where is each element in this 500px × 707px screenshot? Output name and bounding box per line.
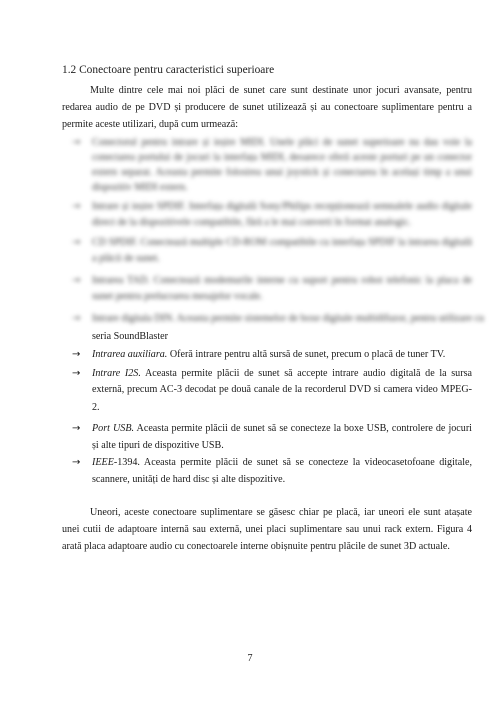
list-item-line: externă, precum AC-3 decodat pe două canale de la recorderul DVD si camera video MPEG-	[92, 384, 472, 395]
list-item-line: scannere, unități de hard disc și alte dispozitive.	[92, 474, 286, 485]
list-item-term: Port USB.	[92, 423, 135, 434]
list-item-line: Oferă intrare pentru altă sursă de sunet, precum o placă de tuner TV.	[169, 349, 446, 360]
list-item-i2s-input	[72, 367, 472, 412]
blurred-list-item	[72, 200, 472, 230]
list-item-aux-input	[72, 348, 472, 362]
list-item-line: Intrare și ieșire SPDIF. Interfața digitală Sony/Philips recepționează semnalele audio digitale	[92, 201, 472, 212]
list-item-term: IEEE	[92, 457, 114, 468]
list-item-line: Aceasta permite plăcii de sunet să se conecteze la videocasetofoane digitale,	[143, 457, 472, 468]
list-item-ieee-1394	[72, 456, 472, 486]
intro-line-3: permite aceste utilizari, după cum urmează:	[62, 119, 238, 130]
arrow-icon: →	[72, 457, 81, 468]
list-item-line: CD SPDIF. Conectează multiple CD-ROM compatibile cu interfața SPDIF la intrarea digitală	[92, 237, 472, 248]
page-number: 7	[247, 653, 253, 664]
section-heading: 1.2 Conectoare pentru caracteristici superioare	[62, 64, 275, 76]
list-item-line: Aceasta permite plăcii de sunet să accepte intrare audio digitală de la sursa	[144, 368, 472, 379]
blurred-list-item	[72, 136, 472, 192]
list-item-line: Intrarea TAD. Conectează modemurile interne cu suport pentru robot telefonic la placa de	[92, 275, 472, 286]
list-item-usb-port	[72, 422, 472, 452]
list-item-term: Intrare I2S.	[92, 368, 141, 379]
list-continuation-line: seria SoundBlaster	[92, 331, 168, 342]
list-item-term: Intrarea auxiliara.	[92, 349, 168, 360]
list-item-line: 2.	[92, 402, 100, 413]
arrow-icon: →	[72, 349, 81, 360]
list-item-line: Conectorul pentru intrare și ieșire MIDI. Unele plăci de sunet superioare nu dau voie la	[92, 137, 472, 148]
blurred-list-item	[72, 312, 484, 326]
list-item-line: Aceasta permite plăcii de sunet să se conecteze la boxe USB, controlere de jocuri	[136, 423, 472, 434]
list-item-line: sunet pentru prelucrarea mesajelor vocale.	[92, 291, 263, 302]
list-item-line: conectarea portului de jocuri la interfața MIDI, deoarece oferă aceste porturi pe un conector	[92, 152, 472, 163]
list-item-line: dispozitiv MIDI extern.	[92, 182, 188, 193]
list-item-line: a plăcii de sunet.	[92, 253, 160, 264]
blurred-list-item	[72, 236, 472, 266]
arrow-icon: →	[72, 313, 81, 324]
closing-line-2: unei cutii de adaptoare internă sau externă, unei placi suplimentare sau unui rack extern. Figura 4	[62, 524, 472, 535]
list-item-term-suffix: -1394.	[113, 457, 140, 468]
arrow-icon: →	[72, 237, 81, 248]
intro-line-1: Multe dintre cele mai noi plăci de sunet care sunt destinate unor jocuri avansate, pentru	[90, 85, 472, 96]
closing-line-3: arată placa adaptoare audio cu conectoarele interne obișnuite pentru plăcile de sunet 3D actuale.	[62, 541, 450, 552]
arrow-icon: →	[72, 423, 81, 434]
closing-line-1: Uneori, aceste conectoare suplimentare se găsesc chiar pe placă, iar uneori ele sunt atașate	[90, 507, 472, 518]
list-item-line: direct de la dispozitivele compatibile, fără a le mai converti în format analogic.	[92, 217, 411, 228]
list-item-line: Intrare digitala DIN. Aceasta permite sistemelor de boxe digitale multidifuzor, pentru utilizare cu	[92, 313, 484, 324]
arrow-icon: →	[72, 275, 81, 286]
list-item-line: extern separat. Aceasta permite folosirea unui joystick și conectarea în același timp a unui	[92, 167, 472, 178]
blurred-list-item	[72, 274, 472, 304]
arrow-icon: →	[72, 137, 81, 148]
list-item-line: și alte tipuri de dispozitive USB.	[92, 440, 224, 451]
arrow-icon: →	[72, 368, 81, 379]
arrow-icon: →	[72, 201, 81, 212]
intro-line-2: redarea audio de pe DVD și producere de sunet utilizează și au conectoare suplimentare pentru a	[62, 102, 472, 113]
